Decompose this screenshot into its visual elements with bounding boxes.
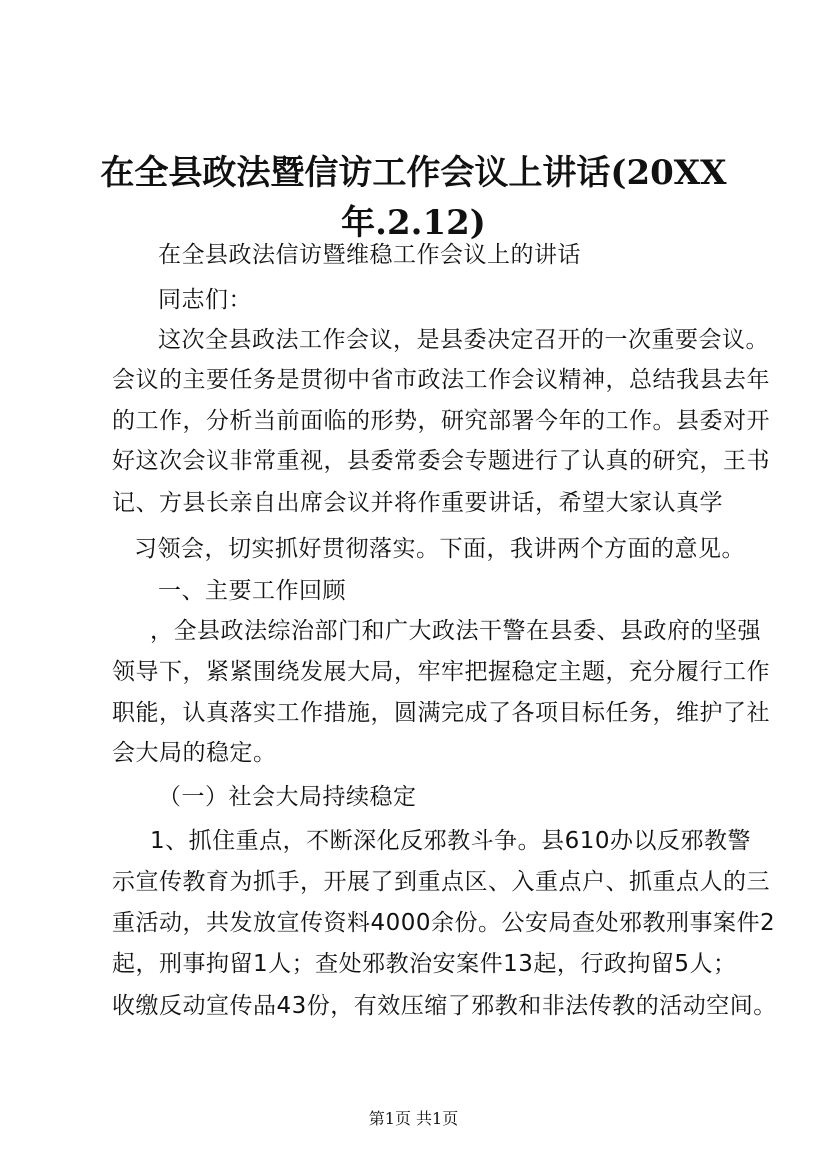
salutation: 同志们： <box>158 287 252 313</box>
body-line: ，全县政法综治部门和广大政法干警在县委、县政府的坚强 <box>150 618 761 644</box>
body-line: 记、方县长亲自出席会议并将作重要讲话，希望大家认真学 <box>112 490 723 516</box>
body-line: 1、抓住重点，不断深化反邪教斗争。县610办以反邪教警 <box>150 828 752 854</box>
body-line: 这次全县政法工作会议，是县委决定召开的一次重要会议。 <box>158 327 769 353</box>
subtitle: 在全县政法信访暨维稳工作会议上的讲话 <box>158 242 581 268</box>
body-line: 起，刑事拘留1人；查处邪教治安案件13起，行政拘留5人； <box>112 951 737 977</box>
body-line: 收缴反动宣传品43份，有效压缩了邪教和非法传教的活动空间。 <box>112 993 777 1019</box>
body-line: 职能，认真落实工作措施，圆满完成了各项目标任务，维护了社 <box>112 700 770 726</box>
body-line: 领导下，紧紧围绕发展大局，牢牢把握稳定主题，充分履行工作 <box>112 659 770 685</box>
document-title-line-2: 年.2.12) <box>341 203 486 243</box>
body-line: 示宣传教育为抓手，开展了到重点区、入重点户、抓重点人的三 <box>112 869 770 895</box>
body-line: 会大局的稳定。 <box>112 740 277 766</box>
body-line: 会议的主要任务是贯彻中省市政法工作会议精神，总结我县去年 <box>112 367 770 393</box>
document-title-line-1: 在全县政法暨信访工作会议上讲话(20XX <box>100 153 727 193</box>
body-line: 的工作，分析当前面临的形势，研究部署今年的工作。县委对开 <box>112 408 770 434</box>
body-line: 好这次会议非常重视，县委常委会专题进行了认真的研究，王书 <box>112 448 770 474</box>
subsection-heading: （一）社会大局持续稳定 <box>158 784 417 810</box>
body-line: 重活动，共发放宣传资料4000余份。公安局查处邪教刑事案件2 <box>112 910 776 936</box>
section-heading: 一、主要工作回顾 <box>158 578 346 604</box>
body-line: 习领会，切实抓好贯彻落实。下面，我讲两个方面的意见。 <box>134 536 745 562</box>
page-number-footer: 第1页 共1页 <box>368 1109 459 1128</box>
